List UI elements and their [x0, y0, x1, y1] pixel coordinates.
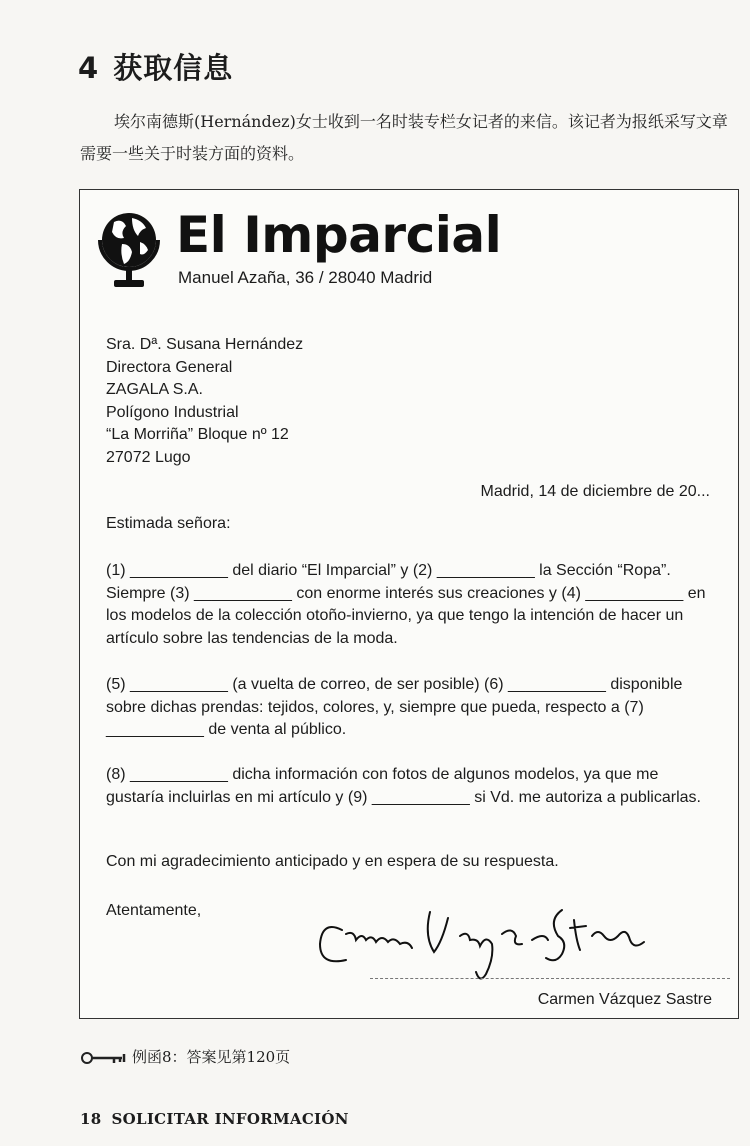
- section-number: 4: [78, 51, 100, 85]
- section-title: 获取信息: [113, 51, 234, 85]
- signature-line: [370, 978, 730, 979]
- key-icon: [80, 1050, 126, 1066]
- sender-address: Manuel Azaña, 36 / 28040 Madrid: [178, 268, 433, 287]
- closing: Atentamente,: [106, 902, 202, 919]
- section-heading: [78, 46, 233, 87]
- handwritten-signature: [312, 890, 652, 982]
- page-footer: [80, 1110, 349, 1128]
- answer-note-text: 例函8：答案见第120页: [132, 1048, 291, 1066]
- answer-note: [80, 1046, 290, 1067]
- letter-box: [79, 189, 739, 1019]
- recipient-block: [106, 334, 303, 470]
- paragraph-1: (1) ___________ del diario “El Imparcial” y (2) ___________ la Sección “Ropa”. Siempre (3) ___________ con enorme interés sus creaciones y (4) ___________ en los modelos de la colección otoño-invierno, ya que tengo la intención de hacer un artículo sobre las tendencias de la moda.: [106, 562, 706, 647]
- recipient-line: 27072 Lugo: [106, 448, 191, 466]
- recipient-line: “La Morriña” Bloque nº 12: [106, 426, 289, 444]
- salutation: Estimada señora:: [106, 515, 231, 532]
- paragraph-3: (8) ___________ dicha información con fotos de algunos modelos, ya que me gustaría incluirlas en mi artículo y (9) ___________ si Vd. me autoriza a publicarlas.: [106, 766, 701, 806]
- page-number: 18: [80, 1110, 102, 1128]
- paragraph-2: (5) ___________ (a vuelta de correo, de ser posible) (6) ___________ disponible sobre dichas prendas: tejidos, colores, y, siempre que pueda, respecto a (7) ___________ de venta al público.: [106, 676, 683, 738]
- recipient-line: ZAGALA S.A.: [106, 381, 203, 399]
- recipient-line: Polígono Industrial: [106, 403, 239, 421]
- footer-title: SOLICITAR INFORMACIÓN: [111, 1110, 349, 1128]
- letter-date: Madrid, 14 de diciembre de 20...: [480, 483, 710, 500]
- recipient-line: Directora General: [106, 358, 233, 376]
- signature-name: Carmen Vázquez Sastre: [537, 991, 712, 1008]
- intro-text: 埃尔南德斯(Hernández)女士收到一名时装专栏女记者的来信。该记者为报纸采写文章需要一些关于时装方面的资料。: [80, 112, 728, 163]
- newspaper-logo-text: El Imparcial: [176, 206, 502, 264]
- globe-logo-icon: [92, 204, 166, 294]
- recipient-line: Sra. Dª. Susana Hernández: [106, 336, 304, 353]
- paragraph-4: Con mi agradecimiento anticipado y en espera de su respuesta.: [106, 853, 559, 870]
